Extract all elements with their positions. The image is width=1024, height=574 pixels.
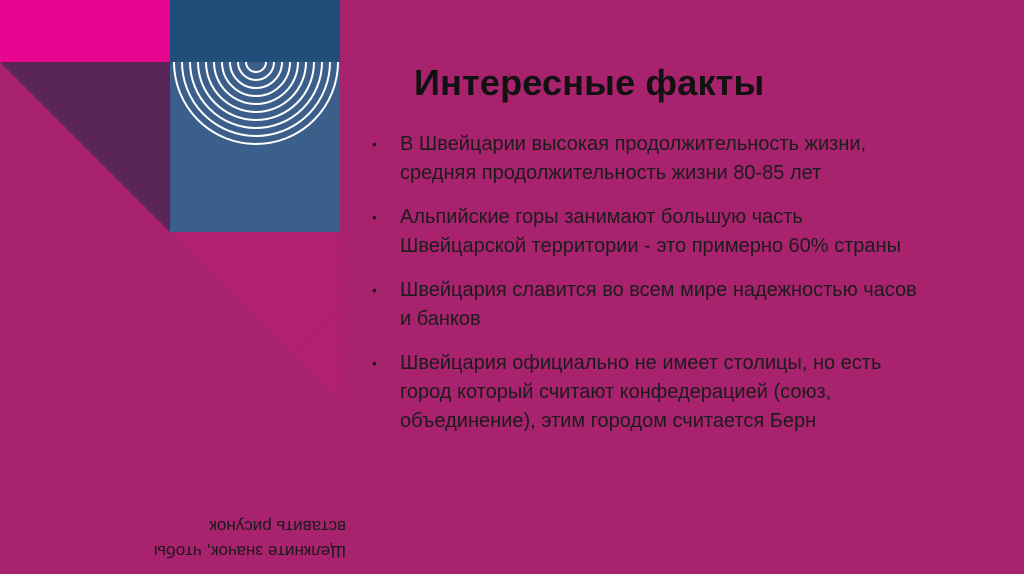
bullet-icon: • xyxy=(372,209,377,225)
hatched-triangle xyxy=(170,232,340,402)
list-item xyxy=(372,130,932,188)
purple-triangle xyxy=(0,62,170,232)
bullet-icon: • xyxy=(372,136,377,152)
list-item xyxy=(372,349,932,436)
slide-title: Интересные факты xyxy=(414,62,765,103)
fact-text: Швейцария славится во всем мире надежностью часов и банков xyxy=(400,279,917,330)
bullet-icon: • xyxy=(372,282,377,298)
facts-list xyxy=(372,130,932,451)
list-item xyxy=(372,276,932,334)
list-item xyxy=(372,203,932,261)
fact-text: Альпийские горы занимают большую часть Швейцарской территории - это примерно 60% страны xyxy=(400,206,901,257)
navy-block xyxy=(170,0,340,62)
decorative-graphic xyxy=(0,0,340,574)
insert-picture-placeholder[interactable]: Щелкните значок, чтобы вставить рисунок xyxy=(153,517,346,561)
fact-text: Швейцария официально не имеет столицы, но есть город который считают конфедерацией (союз, объединение), этим городом считается Берн xyxy=(400,352,882,432)
bullet-icon: • xyxy=(372,355,377,371)
pink-block xyxy=(0,0,170,62)
fact-text: В Швейцарии высокая продолжительность жизни, средняя продолжительность жизни 80-85 лет xyxy=(400,133,867,184)
